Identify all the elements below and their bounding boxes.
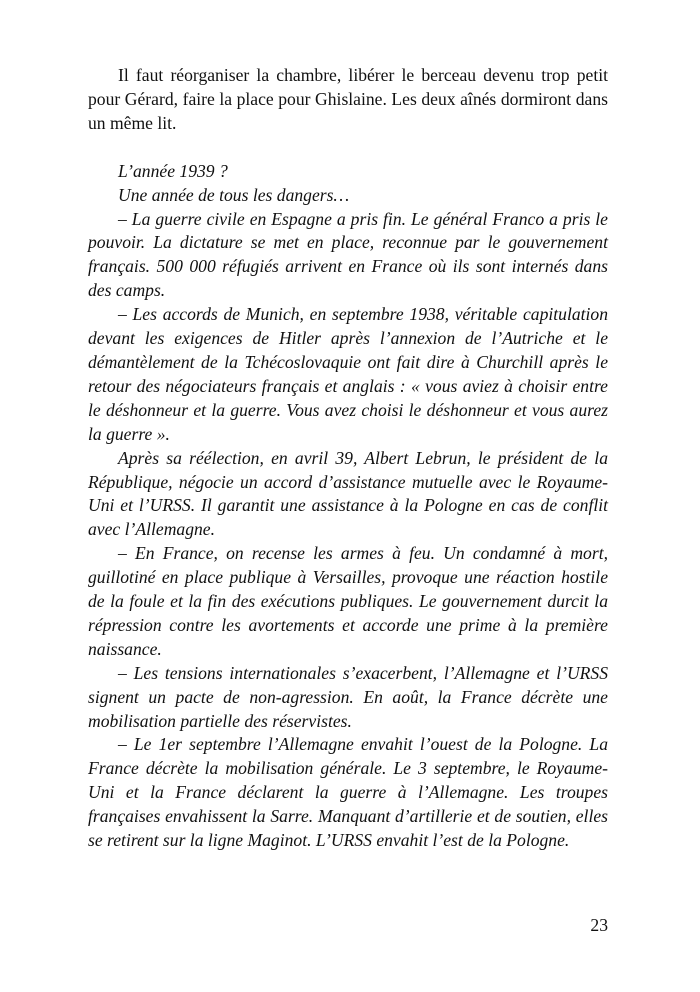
italic-paragraph-dangers: Une année de tous les dangers…	[118, 184, 350, 205]
italic-paragraph-munich: – Les accords de Munich, en septembre 1938, véritable capitulation devant les exigences de Hitler après l’annexion de l’Autriche et le démantèlement de la Tchécoslovaquie ont fait dire à Churchill après le retour des négociateurs français et anglais : « vous aviez à choisir entre le déshonneur et la guerre. Vous avez choisi le déshonneur et vous aurez la guerre ».	[88, 304, 608, 444]
italic-paragraph-spain: – La guerre civile en Espagne a pris fin. Le général Franco a pris le pouvoir. La dictature se met en place, reconnue par le gouvernement français. 500 000 réfugiés arrivent en France où ils sont internés dans des camps.	[88, 208, 608, 301]
page-number: 23	[590, 915, 608, 935]
section-spacer	[88, 136, 608, 160]
italic-paragraph-lebrun: Après sa réélection, en avril 39, Albert Lebrun, le président de la République, négocie un accord d’assistance mutuelle avec le Royaume-Uni et l’URSS. Il garantit une assistance à la Pologne en cas de conflit avec l’Allemagne.	[88, 447, 608, 540]
intro-paragraph: Il faut réorganiser la chambre, libérer le berceau devenu trop petit pour Gérard, faire la place pour Ghislaine. Les deux aînés dormiront dans un même lit.	[88, 65, 608, 133]
book-page-body	[88, 64, 608, 853]
italic-paragraph-france-domestic: – En France, on recense les armes à feu. Un condamné à mort, guillotiné en place publique à Versailles, provoque une réaction hostile de la foule et la fin des exécutions publiques. Le gouvernement durcit la répression contre les avortements et accorde une prime à la première naissance.	[88, 543, 608, 659]
italic-paragraph-year-question: L’année 1939 ?	[118, 160, 228, 181]
italic-paragraph-tensions: – Les tensions internationales s’exacerbent, l’Allemagne et l’URSS signent un pacte de non-agression. En août, la France décrète une mobilisation partielle des réservistes.	[88, 662, 608, 731]
italic-paragraph-september: – Le 1er septembre l’Allemagne envahit l’ouest de la Pologne. La France décrète la mobilisation générale. Le 3 septembre, le Royaume-Uni et la France déclarent la guerre à l’Allemagne. Les troupes françaises envahissent la Sarre. Manquant d’artillerie et de soutien, elles se retirent sur la ligne Maginot. L’URSS envahit l’est de la Pologne.	[88, 734, 608, 851]
